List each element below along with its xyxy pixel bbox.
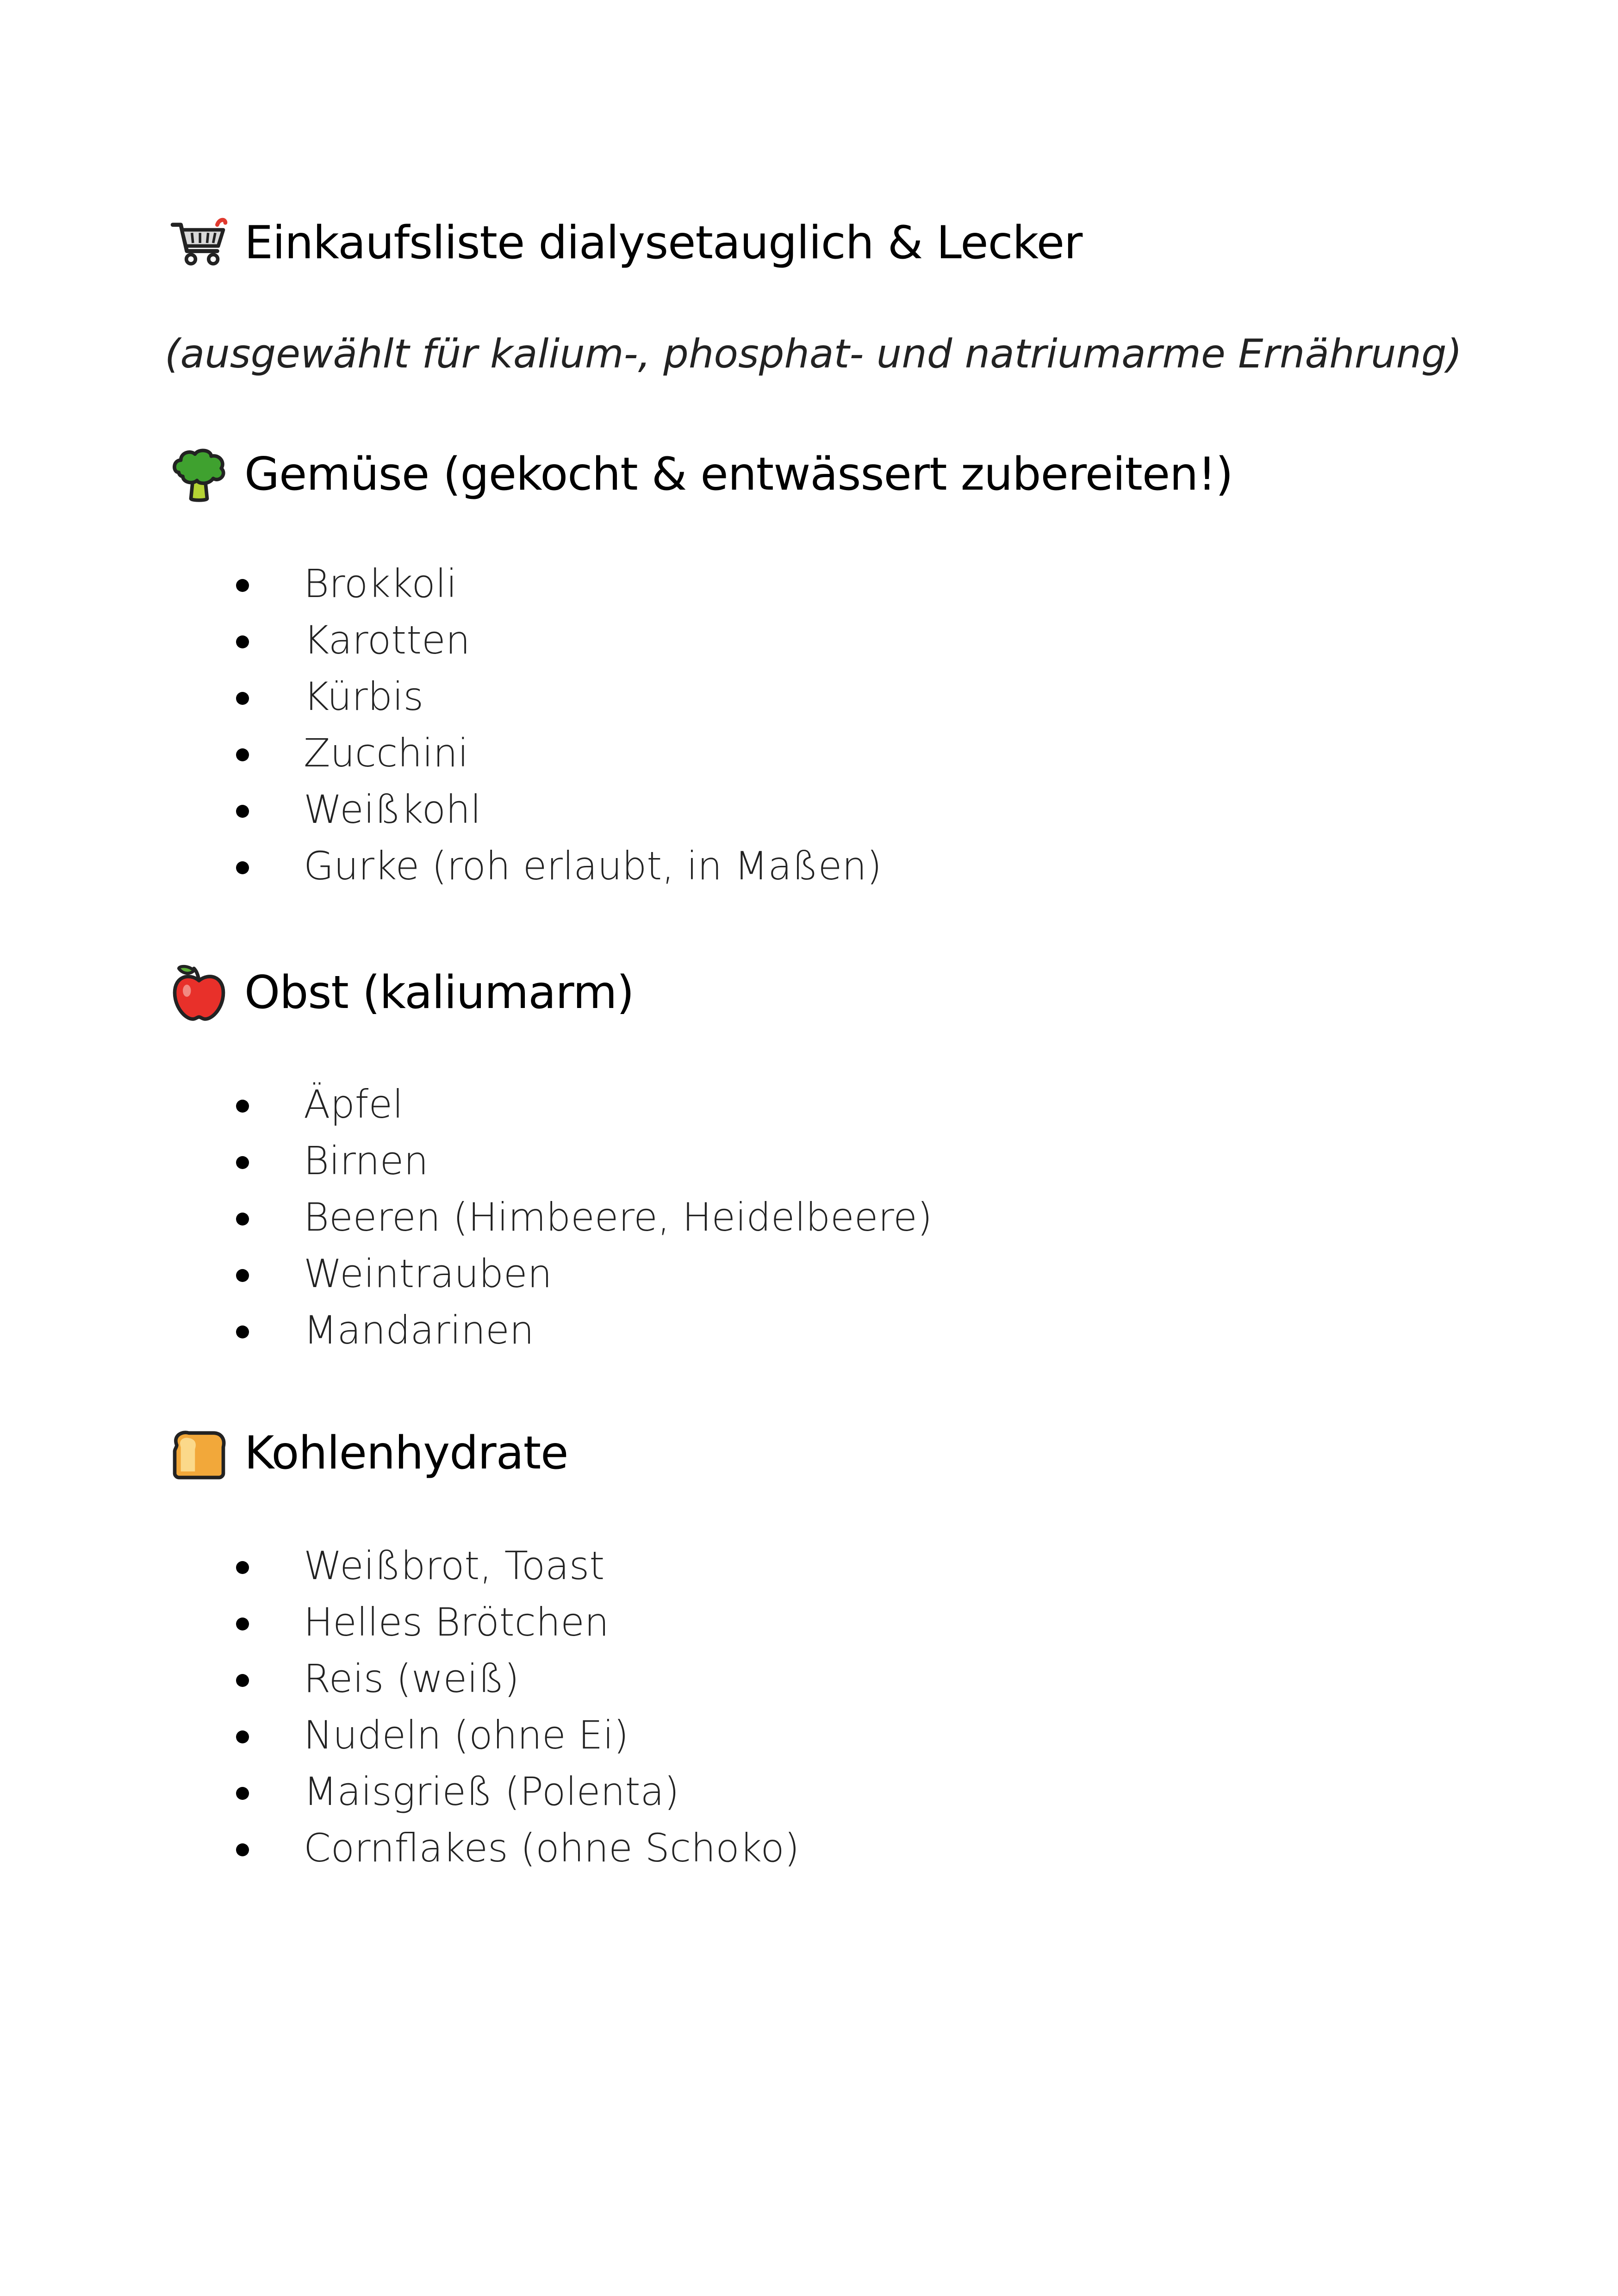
section-heading-obst [167, 960, 634, 1025]
shopping-cart-icon [167, 211, 231, 275]
list-item: Helles Brötchen [0, 1594, 800, 1650]
bullet [236, 1561, 249, 1574]
bullet [236, 748, 249, 761]
list-item: Zucchini [0, 725, 882, 781]
bullet [236, 1269, 249, 1282]
bullet [236, 579, 249, 592]
list-item: Weißkohl [0, 781, 882, 838]
red-apple-icon [167, 960, 231, 1025]
list-item: Brokkoli [0, 555, 882, 612]
bread-icon [167, 1421, 231, 1486]
broccoli-icon [167, 442, 231, 507]
list-item: Beeren (Himbeere, Heidelbeere) [0, 1189, 933, 1245]
list-item: Weintrauben [0, 1245, 933, 1302]
list-item: Mandarinen [0, 1302, 933, 1358]
bullet [236, 805, 249, 818]
list-item: Weißbrot, Toast [0, 1537, 800, 1594]
document-title [167, 211, 1082, 275]
bullet [236, 1325, 249, 1338]
bullet [236, 1843, 249, 1856]
bullet [236, 1213, 249, 1226]
list-item: Karotten [0, 612, 882, 668]
list-item: Maisgrieß (Polenta) [0, 1763, 800, 1820]
list-item: Nudeln (ohne Ei) [0, 1707, 800, 1763]
section-list-gemuese [0, 555, 882, 894]
bullet [236, 1618, 249, 1630]
bullet [236, 1787, 249, 1800]
section-heading-text: Kohlenhydrate [244, 1427, 568, 1480]
list-item: Cornflakes (ohne Schoko) [0, 1820, 800, 1876]
bullet [236, 692, 249, 705]
bullet [236, 1674, 249, 1687]
bullet [236, 1156, 249, 1169]
section-heading-kohlenhydrate [167, 1421, 568, 1486]
section-heading-gemuese [167, 442, 1233, 507]
list-item: Äpfel [0, 1076, 933, 1132]
list-item: Birnen [0, 1132, 933, 1189]
bullet [236, 635, 249, 648]
list-item: Kürbis [0, 668, 882, 725]
document-title-text: Einkaufsliste dialysetauglich & Lecker [244, 217, 1083, 269]
document-subtitle: (ausgewählt für kalium-, phosphat- und natriumarme Ernährung) [165, 331, 1462, 377]
bullet [236, 1100, 249, 1113]
section-list-obst [0, 1076, 933, 1358]
bullet [236, 1730, 249, 1743]
list-item: Gurke (roh erlaubt, in Maßen) [0, 838, 882, 894]
section-heading-text: Obst (kaliumarm) [244, 966, 634, 1019]
bullet [236, 861, 249, 874]
section-list-kohlenhydrate [0, 1537, 800, 1876]
list-item: Reis (weiß) [0, 1650, 800, 1707]
section-heading-text: Gemüse (gekocht & entwässert zubereiten!) [244, 448, 1233, 501]
